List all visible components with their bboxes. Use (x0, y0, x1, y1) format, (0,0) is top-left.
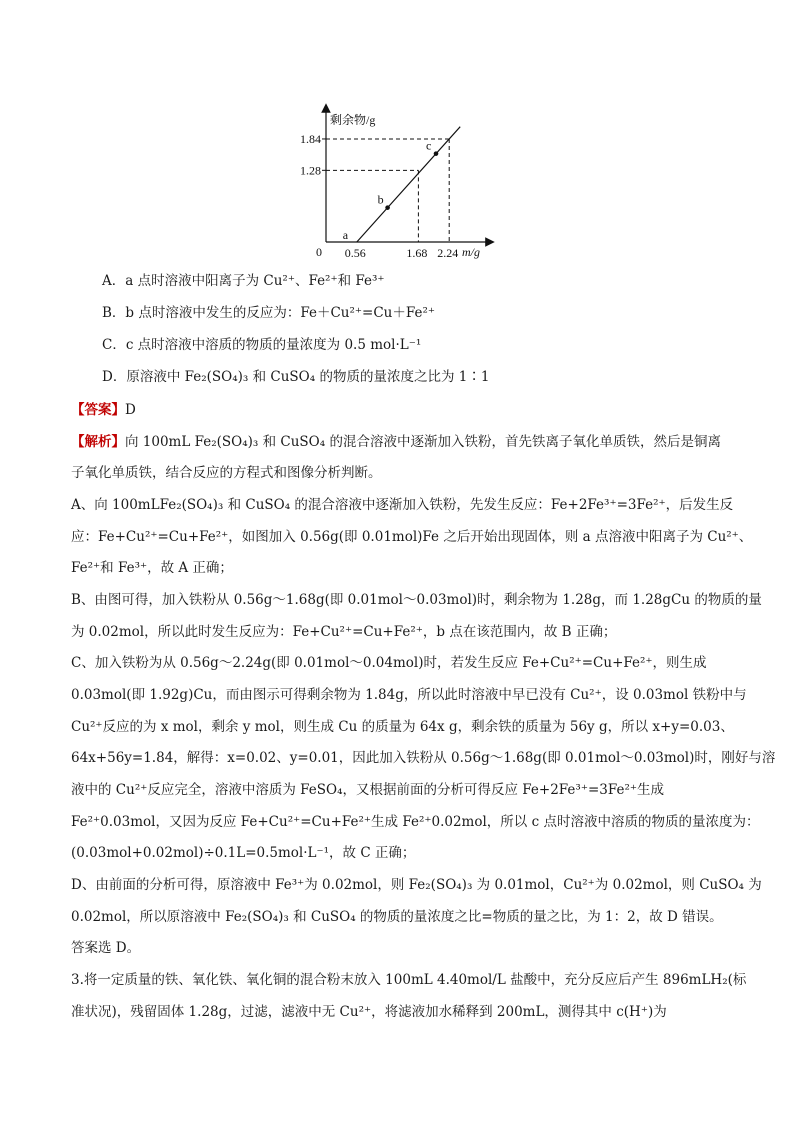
point-label-c: c (426, 138, 432, 153)
point-c (434, 151, 439, 156)
option-b: B．b 点时溶液中发生的反应为：Fe＋Cu²⁺=Cu＋Fe²⁺ (102, 305, 436, 321)
y-axis-label: 剩余物/g (330, 113, 376, 127)
option-c: C．c 点时溶液中溶质的物质的量浓度为 0.5 mol·L⁻¹ (102, 337, 422, 353)
analysis-c-1: C、加入铁粉为从 0.56g～2.24g(即 0.01mol～0.04mol)时，若发生反应 Fe+Cu²⁺=Cu+Fe²⁺，则生成 (71, 655, 707, 671)
option-a: A．a 点时溶液中阳离子为 Cu²⁺、Fe²⁺和 Fe³⁺ (102, 273, 385, 289)
analysis-a-1: A、向 100mLFe₂(SO₄)₃ 和 CuSO₄ 的混合溶液中逐渐加入铁粉，先发生反应：Fe+2Fe³⁺=3Fe²⁺，后发生反 (71, 497, 734, 513)
point-b (385, 205, 390, 210)
analysis-a-3: Fe²⁺和 Fe³⁺，故 A 正确； (71, 560, 233, 576)
analysis-conclusion: 答案选 D。 (71, 940, 141, 956)
chart-svg (300, 104, 500, 264)
residue-mass-chart (300, 104, 500, 264)
analysis-d-1: D、由前面的分析可得，原溶液中 Fe³⁺为 0.02mol，则 Fe₂(SO₄)₃ 为 0.01mol，Cu²⁺为 0.02mol，则 CuSO₄ 为 (71, 877, 762, 893)
x-tick-label-2: 2.24 (437, 246, 459, 260)
origin-label: 0 (316, 245, 322, 259)
series-line (357, 127, 460, 242)
x-tick-label-0: 0.56 (344, 246, 366, 260)
analysis-intro-line-1 (71, 432, 721, 452)
analysis-c-6: Fe²⁺0.03mol，又因为反应 Fe+Cu²⁺=Cu+Fe²⁺生成 Fe²⁺0.02mol，所以 c 点时溶液中溶质的物质的量浓度为： (71, 814, 760, 830)
answer-tag: 【答案】 (71, 402, 125, 418)
question-3-line-1: 3.将一定质量的铁、氧化铁、氧化铜的混合粉末放入 100mL 4.40mol/L 盐酸中，充分反应后产生 896mLH₂(标 (71, 972, 747, 988)
y-tick-label-0: 1.84 (300, 131, 321, 146)
analysis-c-4: 64x+56y=1.84，解得：x=0.02、y=0.01，因此加入铁粉从 0.56g～1.68g(即 0.01mol～0.03mol)时，刚好与溶 (71, 750, 776, 766)
analysis-d-2: 0.02mol，所以原溶液中 Fe₂(SO₄)₃ 和 CuSO₄ 的物质的量浓度之比=物质的量之比，为 1：2，故 D 错误。 (71, 909, 723, 925)
question-3-line-2: 准状况)，残留固体 1.28g，过滤，滤液中无 Cu²⁺，将滤液加水稀释到 200mL，测得其中 c(H⁺)为 (71, 1004, 667, 1020)
x-tick-label-1: 1.68 (406, 246, 428, 260)
point-label-a: a (342, 228, 349, 242)
option-d: D．原溶液中 Fe₂(SO₄)₃ 和 CuSO₄ 的物质的量浓度之比为 1∶1 (102, 369, 490, 385)
analysis-c-3: Cu²⁺反应的为 x mol，剩余 y mol，则生成 Cu 的质量为 64x g，剩余铁的质量为 56y g，所以 x+y=0.03、 (71, 719, 734, 735)
x-axis-label: m/g (462, 245, 480, 259)
answer-line (71, 400, 136, 420)
answer-value: D (125, 402, 136, 418)
analysis-intro-2: 子氧化单质铁，结合反应的方程式和图像分析判断。 (71, 465, 382, 481)
analysis-c-7: (0.03mol+0.02mol)÷0.1L=0.5mol·L⁻¹，故 C 正确； (71, 845, 416, 861)
point-label-b: b (377, 192, 384, 207)
analysis-intro-1: 向 100mL Fe₂(SO₄)₃ 和 CuSO₄ 的混合溶液中逐渐加入铁粉，首先铁离子氧化单质铁，然后是铜离 (125, 434, 721, 450)
analysis-a-2: 应：Fe+Cu²⁺=Cu+Fe²⁺，如图加入 0.56g(即 0.01mol)Fe 之后开始出现固体，则 a 点溶液中阳离子为 Cu²⁺、 (71, 529, 753, 545)
analysis-c-5: 液中的 Cu²⁺反应完全，溶液中溶质为 FeSO₄，又根据前面的分析可得反应 Fe+2Fe³⁺=3Fe²⁺生成 (71, 782, 665, 798)
y-tick-label-1: 1.28 (300, 163, 321, 178)
analysis-tag: 【解析】 (71, 434, 125, 450)
analysis-b-1: B、由图可得，加入铁粉从 0.56g～1.68g(即 0.01mol～0.03mol)时，剩余物为 1.28g，而 1.28gCu 的物质的量 (71, 592, 762, 608)
analysis-c-2: 0.03mol(即 1.92g)Cu，而由图示可得剩余物为 1.84g，所以此时溶液中早已没有 Cu²⁺，设 0.03mol 铁粉中与 (71, 687, 747, 703)
analysis-b-2: 为 0.02mol，所以此时发生反应为：Fe+Cu²⁺=Cu+Fe²⁺，b 点在该范围内，故 B 正确； (71, 624, 617, 640)
